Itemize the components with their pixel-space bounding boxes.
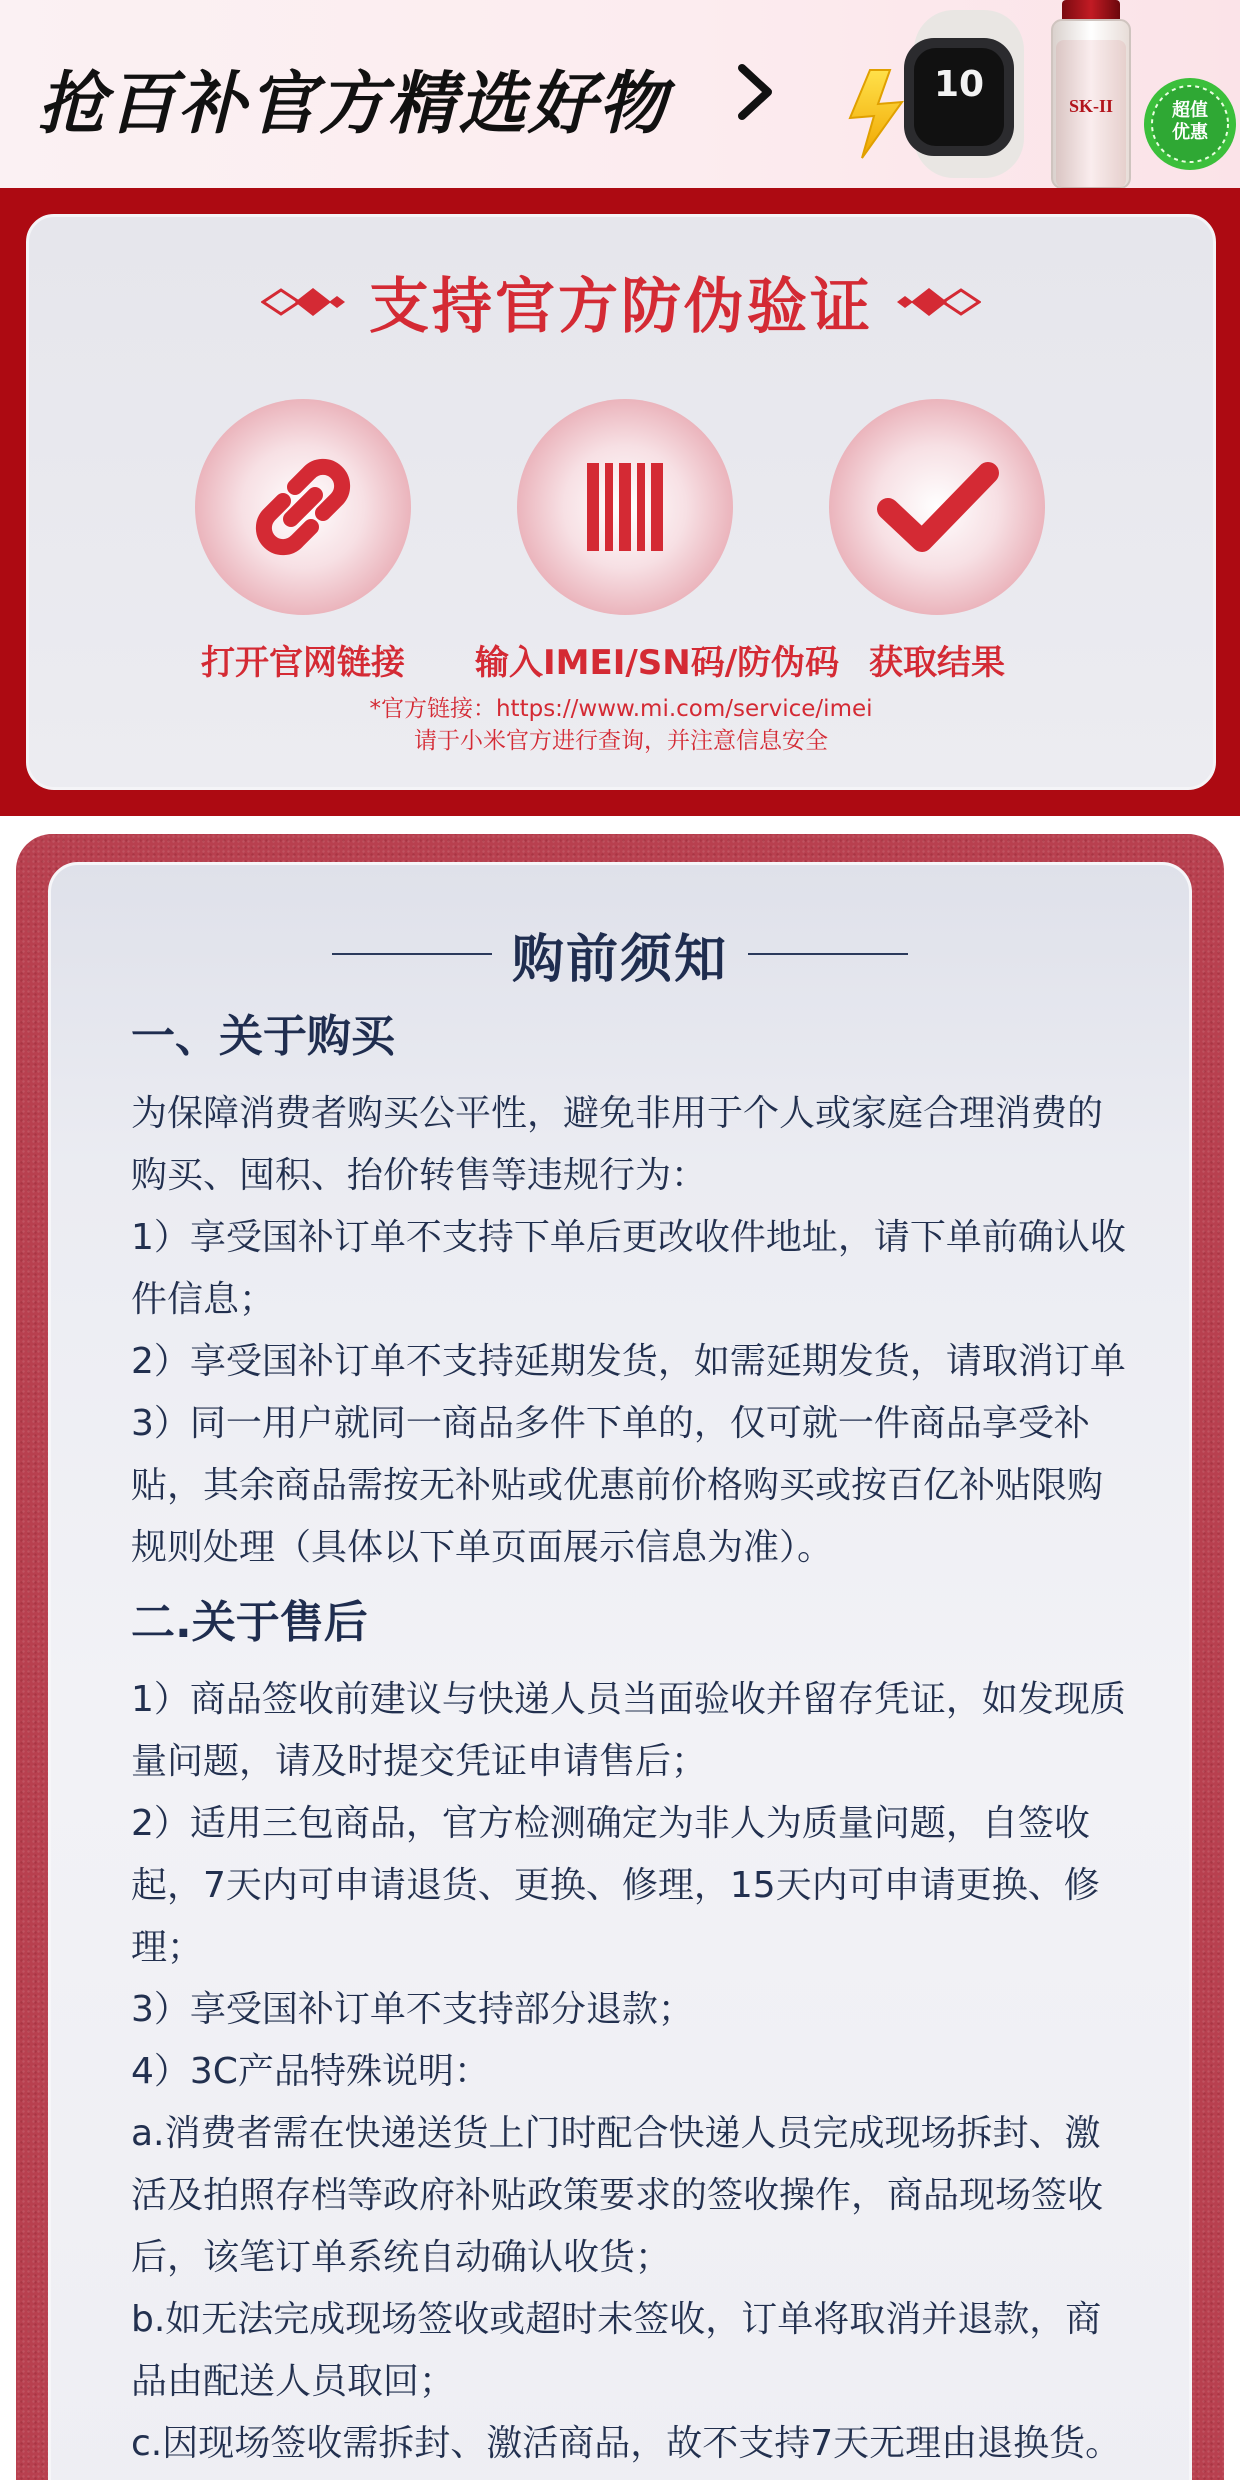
diamond-decoration-icon	[261, 282, 345, 322]
bottle-brand-label: SK-II	[1068, 96, 1113, 116]
aftersale-paragraph: a.消费者需在快递送货上门时配合快递人员完成现场拆封、激活及拍照存档等政府补贴政策要求的签收操作，商品现场签收后，该笔订单系统自动确认收货；	[131, 2113, 1104, 2278]
step-label: 获取结果	[869, 643, 1005, 683]
chevron-right-icon[interactable]	[728, 52, 788, 132]
step-circle	[829, 399, 1045, 615]
aftersale-paragraph: b.如无法完成现场签收或超时未签收，订单将取消并退款，商品由配送人员取回；	[131, 2299, 1102, 2402]
bottle-illustration	[830, 0, 1240, 188]
notice-title-row	[51, 919, 1189, 989]
watch-face-number: 10	[933, 64, 985, 105]
section-title-aftersale: 二.关于售后	[131, 1597, 368, 1648]
aftersale-paragraph: c.因现场签收需拆封、激活商品，故不支持7天无理由退换货。	[131, 2423, 1122, 2464]
official-link-text[interactable]: *官方链接：https://www.mi.com/service/imei	[369, 696, 873, 722]
badge-line1: 超值	[1172, 100, 1208, 121]
step-circle	[195, 399, 411, 615]
divider	[332, 953, 492, 955]
section-title-purchase: 一、关于购买	[131, 1011, 395, 1062]
verify-note	[29, 693, 1213, 757]
purchase-paragraph: 2）享受国补订单不支持延期发货，如需延期发货，请取消订单	[131, 1341, 1126, 1382]
verify-card	[26, 214, 1216, 790]
aftersale-paragraph: 1）商品签收前建议与快递人员当面验收并留存凭证，如发现质量问题，请及时提交凭证申请售后；	[131, 1679, 1126, 1782]
notice-card	[48, 862, 1192, 2480]
step-open-link	[153, 399, 453, 684]
check-icon	[872, 447, 1002, 567]
step-label: 输入IMEI/SN码/防伪码	[475, 643, 840, 683]
step-enter-code	[475, 399, 840, 684]
aftersale-paragraph: 4）3C产品特殊说明：	[131, 2051, 490, 2092]
link-icon	[243, 447, 363, 567]
step-get-result	[787, 399, 1087, 684]
divider	[748, 953, 908, 955]
notice-title: 购前须知	[511, 929, 728, 990]
verify-title-row	[29, 257, 1213, 347]
notice-body	[131, 1005, 1131, 2475]
product-showcase	[830, 0, 1240, 188]
badge-line2: 优惠	[1172, 122, 1208, 143]
purchase-paragraph: 3）同一用户就同一商品多件下单的，仅可就一件商品享受补贴，其余商品需按无补贴或优惠前价格购买或按百亿补贴限购规则处理（具体以下单页面展示信息为准）。	[131, 1403, 1104, 1568]
step-label: 打开官网链接	[201, 643, 405, 683]
promo-banner[interactable]	[0, 0, 1240, 188]
banner-title: 抢百补官方精选好物	[38, 65, 669, 144]
purchase-paragraph: 1）享受国补订单不支持下单后更改收件地址，请下单前确认收件信息；	[131, 1217, 1126, 1320]
verify-section	[0, 188, 1240, 816]
discount-badge	[1152, 100, 1228, 144]
purchase-paragraph: 为保障消费者购买公平性，避免非用于个人或家庭合理消费的购买、囤积、抬价转售等违规行为：	[131, 1093, 1104, 1196]
aftersale-paragraph: 2）适用三包商品，官方检测确定为非人为质量问题，自签收起，7天内可申请退货、更换、修理，15天内可申请更换、修理；	[131, 1803, 1100, 1968]
aftersale-paragraph: 3）享受国补订单不支持部分退款；	[131, 1989, 694, 2030]
notice-section	[16, 834, 1224, 2480]
verify-title: 支持官方防伪验证	[369, 272, 873, 342]
diamond-decoration-icon	[897, 282, 981, 322]
barcode-icon	[565, 447, 685, 567]
security-note: 请于小米官方进行查询，并注意信息安全	[414, 728, 828, 754]
step-circle	[517, 399, 733, 615]
